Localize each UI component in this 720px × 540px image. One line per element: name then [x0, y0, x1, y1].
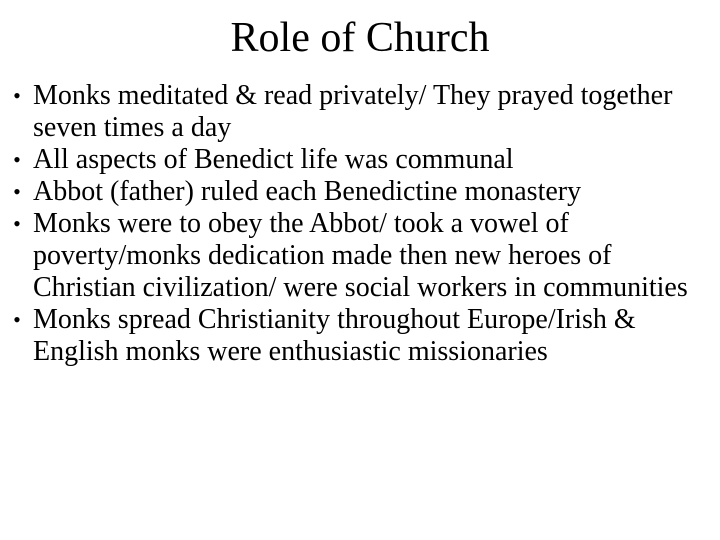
bullet-item: [6, 208, 706, 304]
bullet-text: Monks meditated & read privately/ They prayed together seven times a day: [33, 80, 673, 143]
bullet-text: Monks spread Christianity throughout Europe/Irish & English monks were enthusiastic missionaries: [33, 304, 636, 367]
bullet-item: [6, 304, 706, 368]
bullet-item: [6, 80, 706, 144]
bullet-marker: •: [13, 83, 21, 108]
bullet-marker: •: [13, 179, 21, 204]
bullet-marker: •: [13, 307, 21, 332]
bullet-text: Monks were to obey the Abbot/ took a vowel of poverty/monks dedication made then new heroes of Christian civilization/ were social workers in communities: [33, 208, 688, 303]
bullet-list: [6, 80, 706, 368]
bullet-marker: •: [13, 211, 21, 236]
bullet-text: All aspects of Benedict life was communal: [33, 144, 514, 175]
bullet-text: Abbot (father) ruled each Benedictine monastery: [33, 176, 582, 207]
bullet-marker: •: [13, 147, 21, 172]
slide-title: Role of Church: [230, 15, 490, 61]
bullet-item: [6, 144, 706, 176]
bullet-item: [6, 176, 706, 208]
